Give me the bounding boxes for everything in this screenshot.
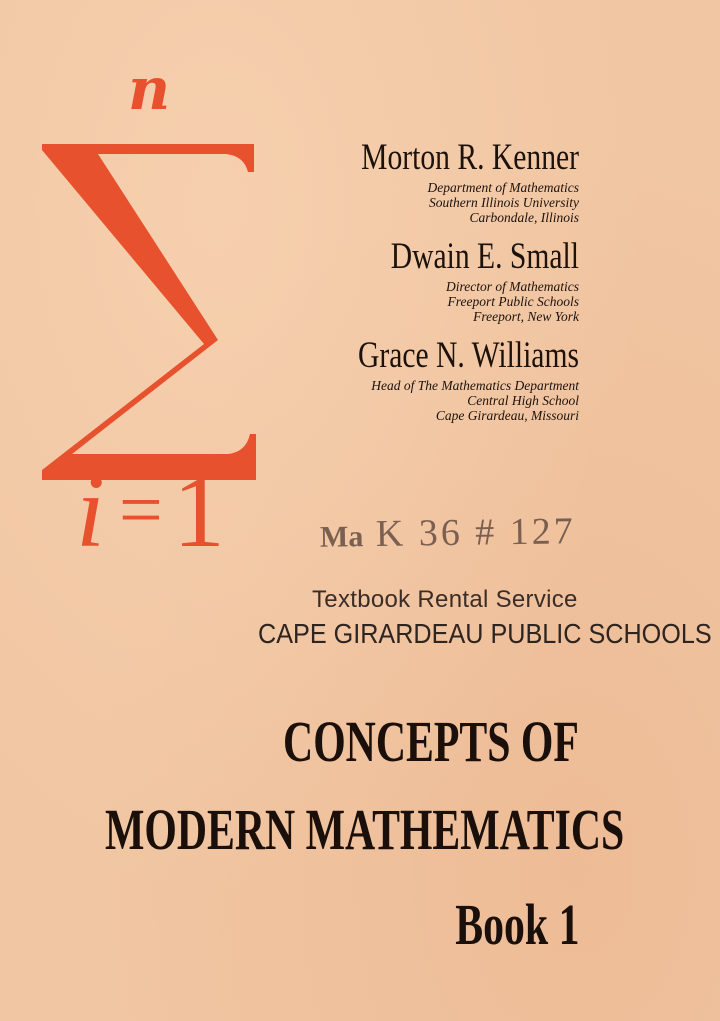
school-district-stamp: CAPE GIRARDEAU PUBLIC SCHOOLS [258, 618, 712, 649]
author-affiliation-line: Cape Girardeau, Missouri [435, 408, 579, 423]
inventory-number-stamp [320, 509, 576, 557]
inventory-code: K 36 # 127 [375, 510, 577, 556]
sigma-symbol [36, 140, 266, 490]
author-affiliation-line: Carbondale, Illinois [469, 210, 579, 225]
upper-limit-n: n [128, 55, 171, 123]
equals-sign: = [118, 466, 163, 553]
author-affiliation-line: Head of The Mathematics Department [371, 378, 579, 393]
author-entry [249, 136, 579, 225]
author-name: Morton R. Kenner [361, 137, 579, 178]
author-affiliation-line: Department of Mathematics [427, 180, 579, 195]
book-volume: Book 1 [454, 892, 579, 957]
author-name: Grace N. Williams [357, 335, 579, 376]
inventory-prefix: Ma [319, 520, 364, 554]
author-affiliation-line: Southern Illinois University [429, 195, 579, 210]
author-block [249, 136, 579, 433]
author-affiliation-line: Central High School [467, 393, 579, 408]
lower-limit [76, 454, 225, 569]
index-variable: i [76, 454, 105, 569]
author-affiliation-line: Director of Mathematics [446, 279, 579, 294]
book-title-line-1: CONCEPTS OF [283, 709, 579, 774]
summation-notation [36, 55, 276, 569]
author-name: Dwain E. Small [390, 236, 579, 277]
lower-limit-value: 1 [172, 454, 225, 569]
author-affiliation-line: Freeport, New York [473, 309, 579, 324]
rental-service-stamp: Textbook Rental Service [312, 586, 578, 613]
author-entry [249, 235, 579, 324]
author-affiliation-line: Freeport Public Schools [447, 294, 579, 309]
sigma-shape [42, 144, 256, 480]
book-title-line-2: MODERN MATHEMATICS [104, 797, 624, 862]
author-entry [249, 334, 579, 423]
